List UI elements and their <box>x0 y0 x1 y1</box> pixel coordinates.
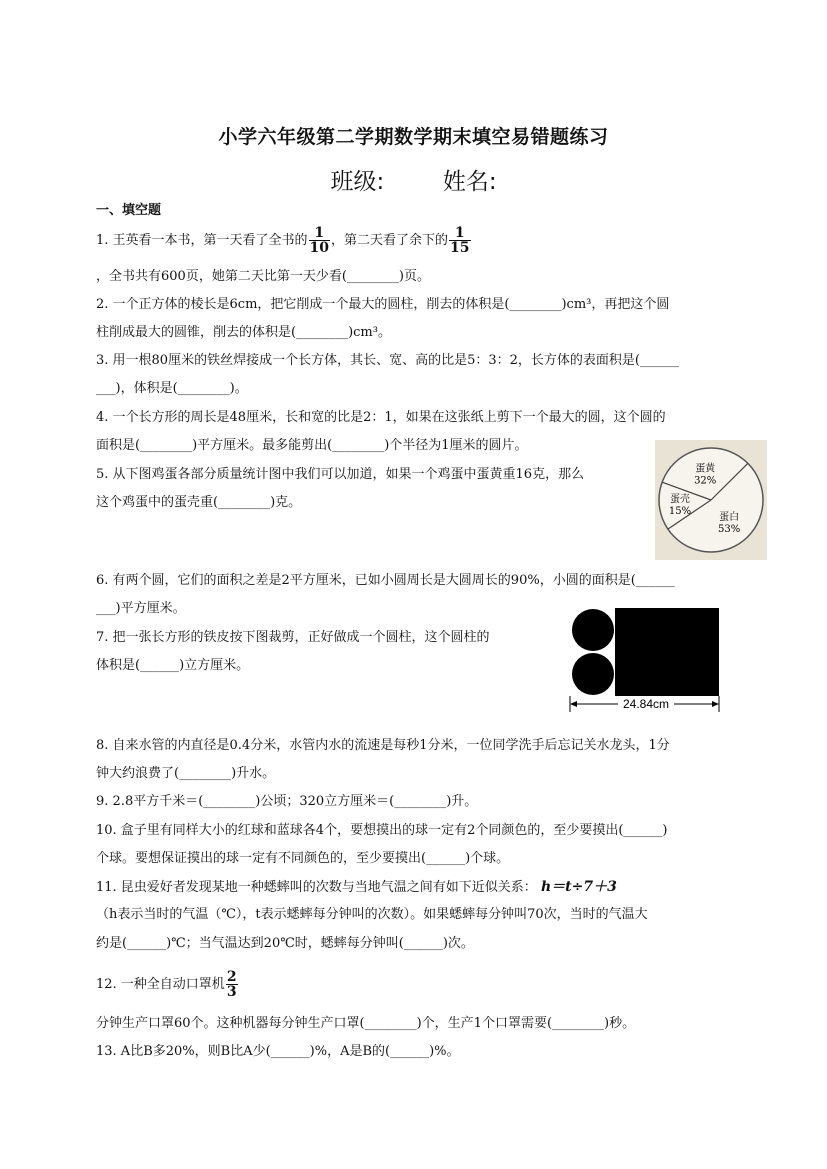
question-10-line-1: 10. 盒子里有同样大小的红球和蓝球各4个，要想摸出的球一定有2个同颜色的，至少要摸出(______) <box>96 823 668 838</box>
question-4-line-1: 4. 一个长方形的周长是48厘米，长和宽的比是2：1，如果在这张纸上剪下一个最大的圆，这个圆的 <box>96 410 666 425</box>
pie-value-label: 32% <box>694 475 717 487</box>
question-2-line-2: 柱削成最大的圆锥，削去的体积是(________)cm³。 <box>96 325 391 340</box>
question-6-line-2: ___)平方厘米。 <box>96 601 186 616</box>
question-11-line-2: （h表示当时的气温（℃），t表示蟋蟀每分钟叫的次数）。如果蟋蟀每分钟叫70次，当时的气温大 <box>96 907 648 922</box>
question-13: 13. A比B多20%，则B比A少(______)%，A是B的(______)%。 <box>96 1044 460 1059</box>
pie-value-label: 15% <box>668 505 692 517</box>
question-12-line-2: 分钟生产口罩60个。这种机器每分钟生产口罩(________)个，生产1个口罩需要(________)秒。 <box>96 1016 636 1031</box>
question-11-line-1 <box>96 878 617 897</box>
circle-bottom <box>572 653 614 695</box>
pie-category-label: 蛋壳 <box>670 493 691 505</box>
q12-fraction: $\frac{2}{3}$ <box>226 969 237 1000</box>
question-7-line-1: 7. 把一张长方形的铁皮按下图裁剪，正好做成一个圆柱，这个圆柱的 <box>96 630 490 645</box>
question-3-line-2: ___)，体积是(________)。 <box>96 381 248 396</box>
q1-text-a: 1. 王英看一本书，第一天看了全书的 <box>96 233 308 248</box>
question-1-line-2: ，全书共有600页，她第二天比第一天少看(________)页。 <box>96 269 430 284</box>
question-7-line-2: 体积是(______)立方厘米。 <box>96 658 250 673</box>
class-name-line <box>0 163 827 196</box>
question-5-line-1: 5. 从下图鸡蛋各部分质量统计图中我们可以加道，如果一个鸡蛋中蛋黄重16克，那么 <box>96 467 585 482</box>
q1-fraction-2: $\frac{1}{15}$ <box>450 225 470 256</box>
pie-value-label: 53% <box>718 524 741 536</box>
pie-category-label: 蛋白 <box>719 512 740 524</box>
question-11-line-3: 约是(______)℃；当气温达到20℃时，蟋蟀每分钟叫(______)次。 <box>96 936 474 951</box>
question-5-line-2: 这个鸡蛋中的蛋壳重(________)克。 <box>96 495 302 510</box>
question-2-line-1: 2. 一个正方体的棱长是6cm，把它削成一个最大的圆柱，削去的体积是(________)cm³，再把这个圆 <box>96 297 670 312</box>
question-4-line-2: 面积是(________)平方厘米。最多能剪出(________)个半径为1厘米的圆片。 <box>96 438 528 453</box>
egg-pie-chart <box>655 440 767 560</box>
question-3-line-1: 3. 用一根80厘米的铁丝焊接成一个长方体，其长、宽、高的比是5：3：2，长方体的表面积是(______ <box>96 353 679 368</box>
pie-category-label: 蛋黄 <box>695 463 716 475</box>
question-8-line-2: 钟大约浪费了(________)升水。 <box>96 766 276 781</box>
q11-formula: h＝t÷7＋3 <box>540 879 617 895</box>
pie-chart-svg <box>655 440 767 560</box>
page-title: 小学六年级第二学期数学期末填空易错题练习 <box>218 126 609 148</box>
question-12-line-1 <box>96 970 239 999</box>
circle-top <box>572 609 614 651</box>
q12-text-a: 12. 一种全自动口罩机 <box>96 977 225 992</box>
width-label: 24.84cm <box>622 697 670 711</box>
q11-text-a: 11. 昆虫爱好者发现某地一种蟋蟀叫的次数与当地气温之间有如下近似关系： <box>96 880 537 895</box>
question-1-line-1 <box>96 226 472 255</box>
question-6-line-1: 6. 有两个圆，它们的面积之差是2平方厘米，已如小圆周长是大圆周长的90%，小圆的面积是(______ <box>96 573 675 588</box>
arrow-right-icon <box>712 701 719 707</box>
q1-fraction-1: $\frac{1}{10}$ <box>309 225 330 256</box>
section-heading: 一、填空题 <box>96 203 162 218</box>
question-8-line-1: 8. 自来水管的内直径是0.4分米，水管内水的流速是每秒1分米，一位同学洗手后忘记关水龙头，1分 <box>96 738 670 753</box>
question-9: 9. 2.8平方千米＝(________)公顷；320立方厘米＝(________)升。 <box>96 794 478 809</box>
name-label: 姓名: <box>442 169 497 195</box>
q1-text-b: ，第二天看了余下的 <box>331 233 449 248</box>
class-label: 班级: <box>330 169 385 195</box>
question-10-line-2: 个球。要想保证摸出的球一定有不同颜色的，至少要摸出(______)个球。 <box>96 851 510 866</box>
arrow-left-icon <box>570 701 577 707</box>
cylinder-net-svg <box>566 604 726 716</box>
cylinder-net-diagram <box>566 604 726 716</box>
